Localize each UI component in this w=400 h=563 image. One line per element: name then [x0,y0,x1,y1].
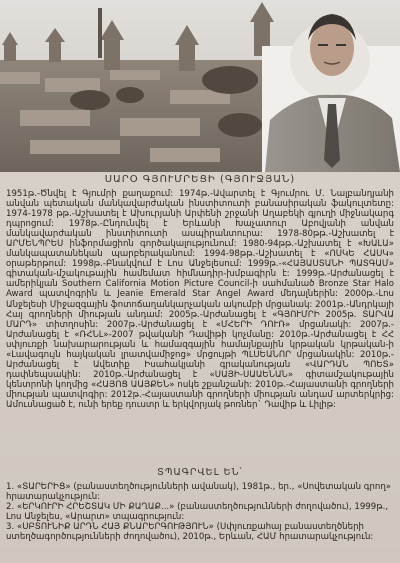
list-item: 3. «ՍԲՏՈՒՆԻՔ ԱՐԴՆ ՀԱՅ ՔՆԱՐԵՐԳՈՒԹՅՈՒՆ» (Սփյուռքահայ բանաստեղծների ստեղծագործությունների ժողովածու), 2010թ., Երևան, ՀԱՄ հրատարակչություն: [6,522,374,543]
list-item: 1. «ՏԱՐԵՐԻՑ» (բանաստեղծությունների ավանակ), 1981թ., եր., «Սովետական գրող» հրատարակչություն: [6,482,392,503]
header-photo [0,0,400,172]
published-works-list [6,482,394,542]
published-works-heading: ՏՊԱԳՐՎԵԼ ԵՆ՝ [157,467,243,478]
biography-text [6,189,394,410]
biography-paragraph: 1951թ.-Ծնվել է Գյումրի քաղաքում: 1974թ.-Ավարտել է Գյումրու Մ. Նալբանդյանի անվան պետական մանկավարժական ինստիտուտի բանասիրական ֆակուլտետը: 1974-1978 թթ.-Աշխատել է Ախուրյանի Արփենի շրջանի Աղաբեկի գյուղի միջնակարգ դպրոցում: 1978թ.-Ընդունվել է Երևանի Խաչատուր Աբովյանի անվան մանկավարժական ինստիտուտի ասպիրանտուրա: 1978-80թթ.-Աշխատել է ԱՐՄԵՆՊՐԵՍ ինֆորմացիոն գործակալությունում: 1980-94թթ.-Աշխատել է «ԽԱԼԱ» մանկապատանեկան պարբերականում: 1994-98թթ.-Աշխատել է «ՈՍԿԵ ՀԱՍԿ» օրաթերթում: 1998թ.-Բնակվում է Լոս Անջելեսում: 1999թ.-«ՀԱՅԱՍՏԱՆԻ ՊԱՏԳԱՄ» գիտական-մշակութային համեմատ հիմնադիր-խմբագիրն է: 1999թ.-Արժանացել է ամերիկյան Southern California Motion Picture Council-ի սահմանած Bronze Star Halo Award պատվոգրին և Jeanie Emerald Star Angel Award մեդալներին: 2000թ.-Լոս Անջելեսի Միջազգային ֆոտոճաղանկարչական ակումբի մրցանակ: 2001թ.-Անդրկայի Հայ գրողների միության անդամ: 2005թ.-Արժանացել է «ԳՅՈՒՄՐԻ 2005թ. ՏԱՐՎԱ ՄԱՐԴ» տիտղոսին: 2007թ.-Արժանացել է «ՄՀԵՐԻ ԴՈՒՌ» մրցանակի: 2007թ.-Արժանացել է «ՌՀՆԼ»-2007 թվականի Դավիթի կոչմանը: 2010թ.-Արժանացել է ՀՀ սփյուռքի նախարարության և համազգային համայնքային կրթական կրթական-ի «Լավագույն հայկական լրատվամիջոց» մրցույթի ՊԼՍԵԱՆՈՐ մրցանակին: 2010թ.-Արժանացել է Ավետիք Իսահակյանի գրականության «ՎԱՐԴԱՆ ՊՈԵՏ» դափնեպսակին: 2010թ.-Արժանացել է «ՍԱՅԻ-ՍԱԱԵՆԱՆ» գիտամշակութային կենտրոնի կողմից «ՀԱՅՈՑ ԱԱՅՔԵՆ» ոսկե շքանշանի: 2010թ.-Հայաստանի գրողների միության պատվոգիր: 2012թ.-Հայաստանի գրողների միության անդամ արտերկրից: Ամուսնացած է, ունի երեք դուստր և երկվորյակ թոռներ` Դավիթ և Լիլիթ: [6,189,394,410]
author-name-caption: ՍԱՐՕ ԳՅՈՒՄՐԵՑԻ (ԳՅՈՒՋՅԱՆ) [104,174,296,185]
list-item: 2. «ԵՐԿՈՒՐԻ ՀՐԵՇՏԱԿ ՄԻ ՔԱՂԱՔ...» (բանաստեղծությունների ժողովածու), 1999թ., Լոս Անջելես, «Արարտ» տպագրություն: [6,502,389,523]
city-and-portrait-illustration [0,0,400,172]
